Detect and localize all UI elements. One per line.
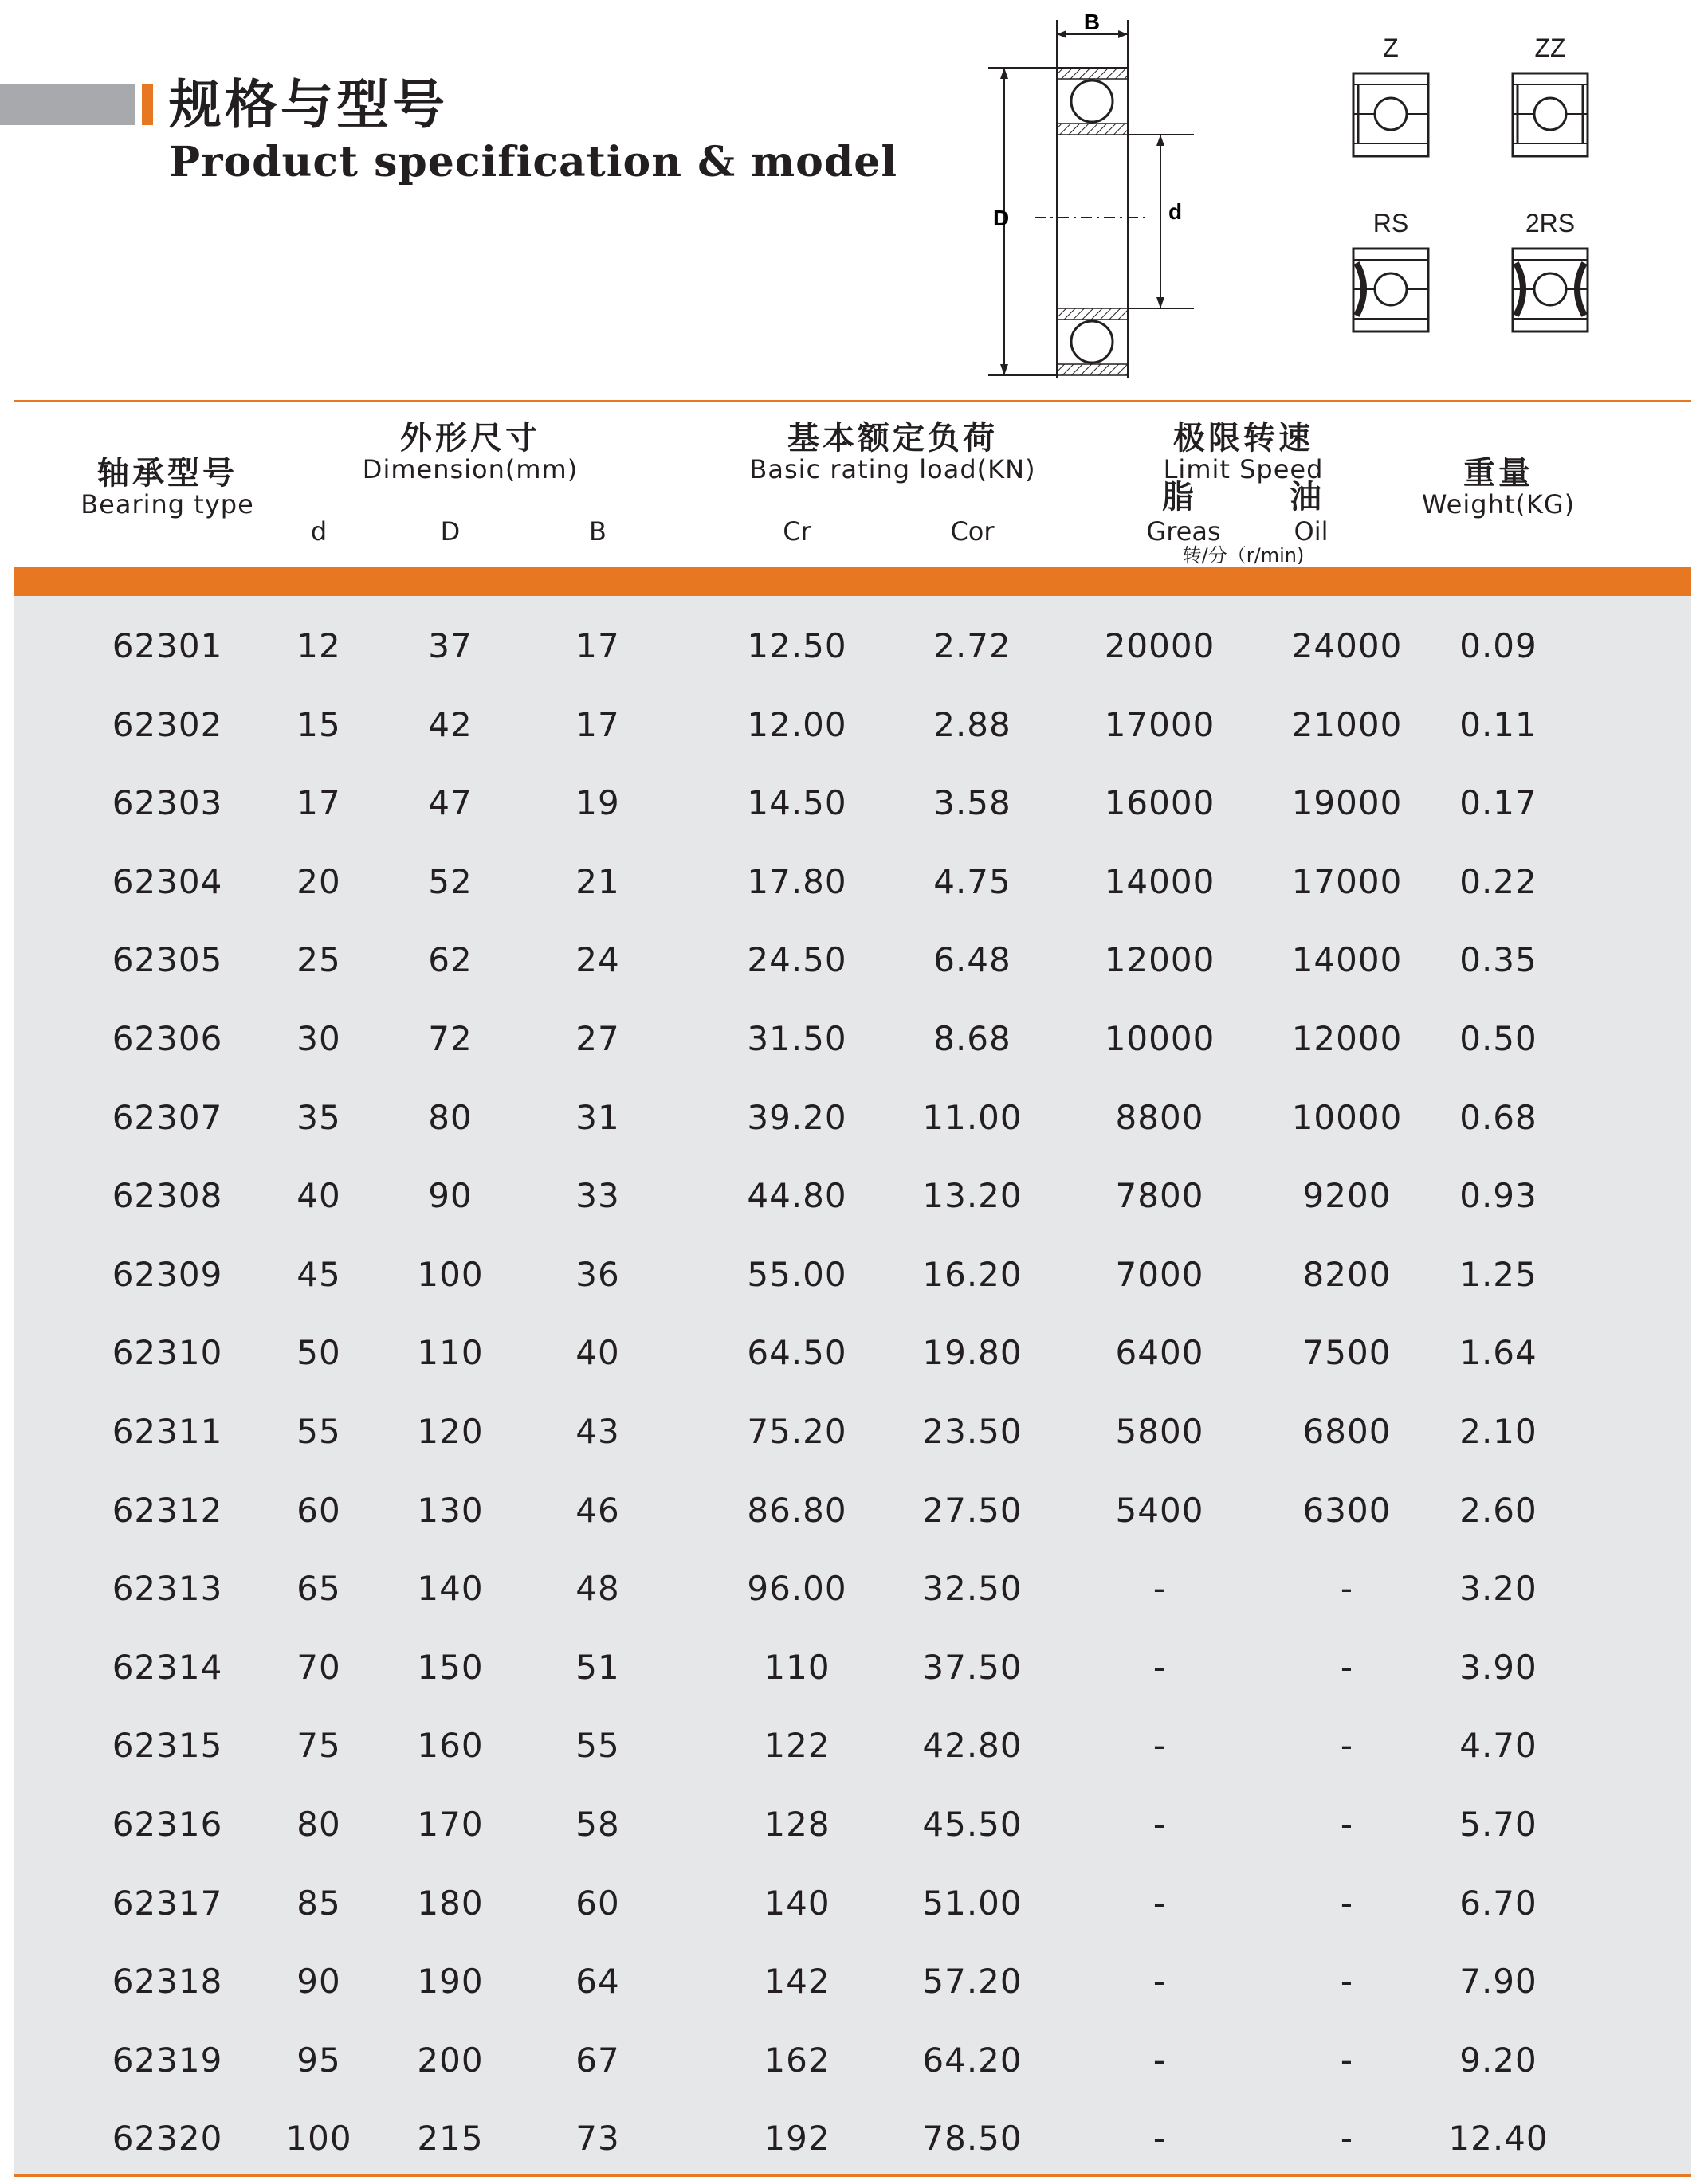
cr-cell: 142 xyxy=(764,1962,830,2001)
weight-cell: 4.70 xyxy=(1459,1726,1537,1765)
weight-cell: 0.09 xyxy=(1459,626,1537,665)
weight-cell: 2.10 xyxy=(1459,1412,1537,1451)
cr-cell: 14.50 xyxy=(747,783,847,822)
table-row xyxy=(0,764,1704,842)
cr-cell: 128 xyxy=(764,1805,830,1844)
cor-cell: 37.50 xyxy=(922,1648,1023,1687)
b-cell: 33 xyxy=(575,1176,620,1215)
cr-cell: 86.80 xyxy=(747,1491,847,1530)
outer-d-cell: 72 xyxy=(428,1019,473,1058)
cor-cell: 4.75 xyxy=(933,862,1011,901)
variant-z-label: Z xyxy=(1383,33,1399,62)
outer-d-cell: 120 xyxy=(417,1412,484,1451)
bearing-type-cell: 62309 xyxy=(112,1255,223,1294)
col-rating-load-cn: 基本额定负荷 xyxy=(787,420,998,457)
weight-cell: 3.90 xyxy=(1459,1648,1537,1687)
col-oil-en: Oil xyxy=(1294,516,1329,547)
oil-speed-cell: 8200 xyxy=(1302,1255,1392,1294)
col-d-outer: D xyxy=(440,516,461,547)
grease-speed-cell: - xyxy=(1152,2119,1167,2158)
b-cell: 73 xyxy=(575,2119,620,2158)
cor-cell: 2.72 xyxy=(933,626,1011,665)
d-cell: 75 xyxy=(296,1726,341,1765)
table-row xyxy=(0,1943,1704,2021)
grease-speed-cell: - xyxy=(1152,1962,1167,2001)
grease-speed-cell: - xyxy=(1152,2041,1167,2080)
oil-speed-cell: 6800 xyxy=(1302,1412,1392,1451)
d-cell: 85 xyxy=(296,1884,341,1923)
col-bearing-type-en: Bearing type xyxy=(80,489,254,520)
table-row xyxy=(0,1000,1704,1078)
cor-cell: 42.80 xyxy=(922,1726,1023,1765)
bearing-type-cell: 62310 xyxy=(112,1333,223,1372)
d-cell: 12 xyxy=(296,626,341,665)
outer-d-cell: 37 xyxy=(428,626,473,665)
oil-speed-cell: 19000 xyxy=(1291,783,1403,822)
b-cell: 40 xyxy=(575,1333,620,1372)
bearing-type-cell: 62308 xyxy=(112,1176,223,1215)
grease-speed-cell: 8800 xyxy=(1115,1098,1204,1137)
weight-cell: 1.64 xyxy=(1459,1333,1537,1372)
d-cell: 30 xyxy=(296,1019,341,1058)
cr-cell: 192 xyxy=(764,2119,830,2158)
table-row xyxy=(0,921,1704,999)
outer-d-cell: 110 xyxy=(417,1333,484,1372)
oil-speed-cell: - xyxy=(1340,1962,1354,2001)
grease-speed-cell: 6400 xyxy=(1115,1333,1204,1372)
d-cell: 15 xyxy=(296,705,341,744)
cr-cell: 24.50 xyxy=(747,940,847,979)
oil-speed-cell: 9200 xyxy=(1302,1176,1392,1215)
page-title-english: Product specification & model xyxy=(169,138,898,186)
outer-d-cell: 42 xyxy=(428,705,473,744)
weight-cell: 0.68 xyxy=(1459,1098,1537,1137)
weight-cell: 0.50 xyxy=(1459,1019,1537,1058)
dim-outer-d-label: D xyxy=(993,206,1010,230)
table-row xyxy=(0,843,1704,921)
grease-speed-cell: - xyxy=(1152,1726,1167,1765)
cor-cell: 8.68 xyxy=(933,1019,1011,1058)
cr-cell: 12.50 xyxy=(747,626,847,665)
col-weight-en: Weight(KG) xyxy=(1421,489,1576,520)
d-cell: 35 xyxy=(296,1098,341,1137)
cor-cell: 32.50 xyxy=(922,1569,1023,1608)
oil-speed-cell: 6300 xyxy=(1302,1491,1392,1530)
d-cell: 20 xyxy=(296,862,341,901)
bearing-type-cell: 62301 xyxy=(112,626,223,665)
weight-cell: 0.22 xyxy=(1459,862,1537,901)
cr-cell: 140 xyxy=(764,1884,830,1923)
oil-speed-cell: - xyxy=(1340,1648,1354,1687)
table-row xyxy=(0,686,1704,764)
table-row xyxy=(0,1707,1704,1785)
col-oil-cn: 油 xyxy=(1290,479,1325,516)
b-cell: 60 xyxy=(575,1884,620,1923)
table-row xyxy=(0,1629,1704,1707)
grease-speed-cell: 5400 xyxy=(1115,1491,1204,1530)
cr-cell: 110 xyxy=(764,1648,830,1687)
cr-cell: 75.20 xyxy=(747,1412,847,1451)
bearing-type-cell: 62318 xyxy=(112,1962,223,2001)
grease-speed-cell: - xyxy=(1152,1648,1167,1687)
col-cor: Cor xyxy=(950,516,995,547)
bearing-type-cell: 62320 xyxy=(112,2119,223,2158)
b-cell: 64 xyxy=(575,1962,620,2001)
outer-d-cell: 52 xyxy=(428,862,473,901)
cor-cell: 11.00 xyxy=(922,1098,1023,1137)
cr-cell: 96.00 xyxy=(747,1569,847,1608)
b-cell: 19 xyxy=(575,783,620,822)
b-cell: 58 xyxy=(575,1805,620,1844)
oil-speed-cell: 17000 xyxy=(1291,862,1403,901)
table-row xyxy=(0,2100,1704,2178)
cor-cell: 6.48 xyxy=(933,940,1011,979)
bearing-type-cell: 62317 xyxy=(112,1884,223,1923)
col-d-inner: d xyxy=(310,516,328,547)
grease-speed-cell: 16000 xyxy=(1104,783,1215,822)
grease-speed-cell: 7000 xyxy=(1115,1255,1204,1294)
b-cell: 17 xyxy=(575,626,620,665)
grease-speed-cell: 14000 xyxy=(1104,862,1215,901)
bearing-type-cell: 62319 xyxy=(112,2041,223,2080)
b-cell: 43 xyxy=(575,1412,620,1451)
bearing-type-cell: 62303 xyxy=(112,783,223,822)
b-cell: 67 xyxy=(575,2041,620,2080)
weight-cell: 1.25 xyxy=(1459,1255,1537,1294)
d-cell: 45 xyxy=(296,1255,341,1294)
bearing-type-cell: 62312 xyxy=(112,1491,223,1530)
bearing-type-cell: 62307 xyxy=(112,1098,223,1137)
col-speed-unit: 转/分（r/min) xyxy=(1182,544,1305,567)
cr-cell: 44.80 xyxy=(747,1176,847,1215)
bearing-type-cell: 62304 xyxy=(112,862,223,901)
cor-cell: 57.20 xyxy=(922,1962,1023,2001)
weight-cell: 5.70 xyxy=(1459,1805,1537,1844)
outer-d-cell: 140 xyxy=(417,1569,484,1608)
cr-cell: 31.50 xyxy=(747,1019,847,1058)
outer-d-cell: 200 xyxy=(417,2041,484,2080)
cr-cell: 17.80 xyxy=(747,862,847,901)
d-cell: 90 xyxy=(296,1962,341,2001)
variant-2rs-label: 2RS xyxy=(1525,209,1576,237)
bearing-type-cell: 62305 xyxy=(112,940,223,979)
outer-d-cell: 215 xyxy=(417,2119,484,2158)
b-cell: 27 xyxy=(575,1019,620,1058)
bearing-type-cell: 62302 xyxy=(112,705,223,744)
outer-d-cell: 80 xyxy=(428,1098,473,1137)
weight-cell: 12.40 xyxy=(1448,2119,1549,2158)
grease-speed-cell: 7800 xyxy=(1115,1176,1204,1215)
table-row xyxy=(0,1550,1704,1628)
oil-speed-cell: - xyxy=(1340,2041,1354,2080)
outer-d-cell: 150 xyxy=(417,1648,484,1687)
cr-cell: 55.00 xyxy=(747,1255,847,1294)
col-b-width: B xyxy=(589,516,607,547)
weight-cell: 0.11 xyxy=(1459,705,1537,744)
d-cell: 80 xyxy=(296,1805,341,1844)
variant-zz-label: ZZ xyxy=(1534,33,1566,62)
b-cell: 21 xyxy=(575,862,620,901)
oil-speed-cell: - xyxy=(1340,1726,1354,1765)
bearing-type-cell: 62316 xyxy=(112,1805,223,1844)
weight-cell: 0.93 xyxy=(1459,1176,1537,1215)
col-limit-speed-en: Limit Speed xyxy=(1163,454,1324,484)
grease-speed-cell: 20000 xyxy=(1104,626,1215,665)
b-cell: 17 xyxy=(575,705,620,744)
d-cell: 17 xyxy=(296,783,341,822)
outer-d-cell: 190 xyxy=(417,1962,484,2001)
col-grease-en: Greas xyxy=(1146,516,1221,547)
b-cell: 24 xyxy=(575,940,620,979)
cor-cell: 51.00 xyxy=(922,1884,1023,1923)
d-cell: 100 xyxy=(285,2119,352,2158)
outer-d-cell: 62 xyxy=(428,940,473,979)
oil-speed-cell: 21000 xyxy=(1291,705,1403,744)
d-cell: 40 xyxy=(296,1176,341,1215)
grease-speed-cell: 17000 xyxy=(1104,705,1215,744)
outer-d-cell: 170 xyxy=(417,1805,484,1844)
cor-cell: 3.58 xyxy=(933,783,1011,822)
cr-cell: 122 xyxy=(764,1726,830,1765)
table-bottom-rule xyxy=(14,2174,1691,2177)
oil-speed-cell: 14000 xyxy=(1291,940,1403,979)
oil-speed-cell: 10000 xyxy=(1291,1098,1403,1137)
table-row xyxy=(0,1786,1704,1864)
table-row xyxy=(0,1472,1704,1550)
cor-cell: 2.88 xyxy=(933,705,1011,744)
cor-cell: 13.20 xyxy=(922,1176,1023,1215)
cor-cell: 78.50 xyxy=(922,2119,1023,2158)
b-cell: 36 xyxy=(575,1255,620,1294)
col-grease-cn: 脂 xyxy=(1162,479,1197,516)
weight-cell: 0.35 xyxy=(1459,940,1537,979)
oil-speed-cell: - xyxy=(1340,1805,1354,1844)
oil-speed-cell: - xyxy=(1340,2119,1354,2158)
d-cell: 60 xyxy=(296,1491,341,1530)
cr-cell: 64.50 xyxy=(747,1333,847,1372)
col-rating-load-en: Basic rating load(KN) xyxy=(749,454,1036,484)
table-row xyxy=(0,607,1704,685)
outer-d-cell: 100 xyxy=(417,1255,484,1294)
cor-cell: 23.50 xyxy=(922,1412,1023,1451)
col-weight-cn: 重量 xyxy=(1463,455,1533,492)
cr-cell: 12.00 xyxy=(747,705,847,744)
weight-cell: 7.90 xyxy=(1459,1962,1537,2001)
outer-d-cell: 180 xyxy=(417,1884,484,1923)
cor-cell: 16.20 xyxy=(922,1255,1023,1294)
table-row xyxy=(0,1236,1704,1314)
cor-cell: 64.20 xyxy=(922,2041,1023,2080)
d-cell: 70 xyxy=(296,1648,341,1687)
col-dimension-en: Dimension(mm) xyxy=(362,454,579,484)
cr-cell: 162 xyxy=(764,2041,830,2080)
bearing-type-cell: 62315 xyxy=(112,1726,223,1765)
b-cell: 46 xyxy=(575,1491,620,1530)
b-cell: 31 xyxy=(575,1098,620,1137)
cor-cell: 45.50 xyxy=(922,1805,1023,1844)
cr-cell: 39.20 xyxy=(747,1098,847,1137)
page-title-chinese: 规格与型号 xyxy=(169,74,448,135)
b-cell: 48 xyxy=(575,1569,620,1608)
variant-rs-label: RS xyxy=(1372,209,1409,237)
col-limit-speed-cn: 极限转速 xyxy=(1173,420,1313,457)
bearing-type-cell: 62306 xyxy=(112,1019,223,1058)
d-cell: 55 xyxy=(296,1412,341,1451)
oil-speed-cell: 12000 xyxy=(1291,1019,1403,1058)
weight-cell: 3.20 xyxy=(1459,1569,1537,1608)
grease-speed-cell: - xyxy=(1152,1884,1167,1923)
weight-cell: 2.60 xyxy=(1459,1491,1537,1530)
outer-d-cell: 160 xyxy=(417,1726,484,1765)
table-row xyxy=(0,1079,1704,1157)
oil-speed-cell: - xyxy=(1340,1569,1354,1608)
oil-speed-cell: - xyxy=(1340,1884,1354,1923)
b-cell: 55 xyxy=(575,1726,620,1765)
grease-speed-cell: 5800 xyxy=(1115,1412,1204,1451)
d-cell: 25 xyxy=(296,940,341,979)
bearing-type-cell: 62314 xyxy=(112,1648,223,1687)
weight-cell: 0.17 xyxy=(1459,783,1537,822)
table-row xyxy=(0,1157,1704,1235)
bearing-type-cell: 62313 xyxy=(112,1569,223,1608)
grease-speed-cell: - xyxy=(1152,1569,1167,1608)
outer-d-cell: 90 xyxy=(428,1176,473,1215)
weight-cell: 9.20 xyxy=(1459,2041,1537,2080)
cor-cell: 27.50 xyxy=(922,1491,1023,1530)
b-cell: 51 xyxy=(575,1648,620,1687)
bearing-type-cell: 62311 xyxy=(112,1412,223,1451)
grease-speed-cell: - xyxy=(1152,1805,1167,1844)
d-cell: 50 xyxy=(296,1333,341,1372)
col-dimension-cn: 外形尺寸 xyxy=(400,420,540,457)
grease-speed-cell: 10000 xyxy=(1104,1019,1215,1058)
table-row xyxy=(0,1393,1704,1471)
dim-b-label: B xyxy=(1083,12,1101,34)
dim-inner-d-label: d xyxy=(1168,199,1183,224)
cor-cell: 19.80 xyxy=(922,1333,1023,1372)
col-bearing-type-cn: 轴承型号 xyxy=(97,455,238,492)
grease-speed-cell: 12000 xyxy=(1104,940,1215,979)
oil-speed-cell: 7500 xyxy=(1302,1333,1392,1372)
weight-cell: 6.70 xyxy=(1459,1884,1537,1923)
oil-speed-cell: 24000 xyxy=(1291,626,1403,665)
table-row xyxy=(0,2021,1704,2100)
table-row xyxy=(0,1314,1704,1392)
col-cr: Cr xyxy=(783,516,811,547)
d-cell: 95 xyxy=(296,2041,341,2080)
outer-d-cell: 47 xyxy=(428,783,473,822)
outer-d-cell: 130 xyxy=(417,1491,484,1530)
d-cell: 65 xyxy=(296,1569,341,1608)
table-row xyxy=(0,1864,1704,1943)
